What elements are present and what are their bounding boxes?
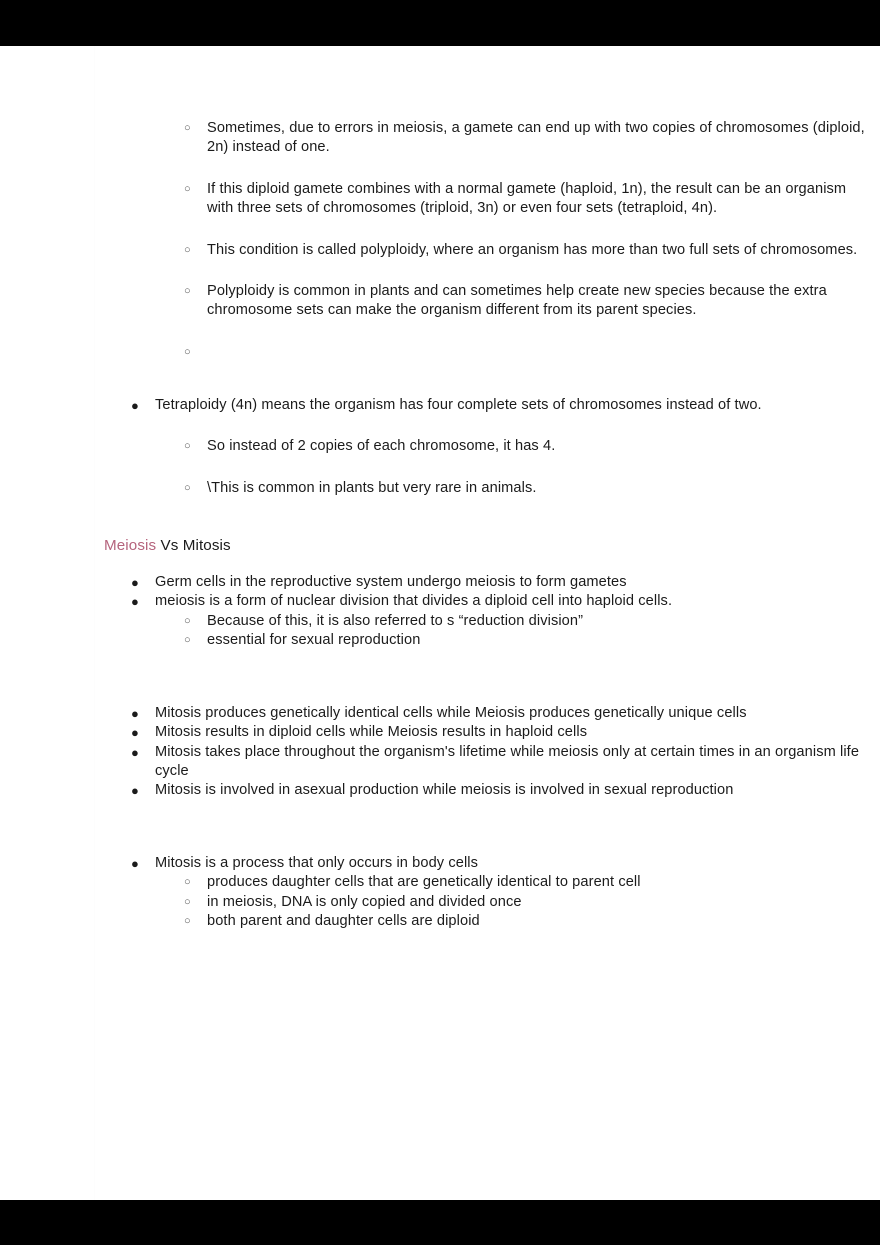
list-item: [95, 873, 880, 892]
list-item-text: meiosis is a form of nuclear division that divides a diploid cell into haploid cells.: [155, 593, 673, 610]
list-item: [95, 704, 880, 723]
section-mitosis-detail: [95, 854, 880, 932]
bullet-circle-icon: ○: [184, 345, 191, 358]
spacer: [95, 260, 880, 282]
spacer: [95, 415, 880, 437]
heading-rest: Vs Mitosis: [156, 537, 231, 555]
list-item: [95, 912, 880, 931]
list-item-text: Sometimes, due to errors in meiosis, a gamete can end up with two copies of chromosomes (diploid, 2n) instead of one.: [207, 120, 865, 156]
list-item: [95, 592, 880, 611]
bullet-circle-icon: ○: [184, 876, 191, 889]
bullet-dot-icon: ●: [131, 783, 139, 799]
bullet-dot-icon: ●: [131, 397, 139, 413]
list-item-text: Germ cells in the reproductive system undergo meiosis to form gametes: [155, 574, 627, 591]
page-subheading: [95, 536, 880, 556]
bullet-dot-icon: ●: [131, 725, 139, 741]
page-left-margin-edge: [0, 46, 95, 1200]
list-item: [95, 723, 880, 742]
list-item-text: Tetraploidy (4n) means the organism has four complete sets of chromosomes instead of two.: [155, 396, 762, 413]
list-item: [95, 893, 880, 912]
bullet-circle-icon: ○: [184, 285, 191, 298]
section-mitosis-vs-meiosis: [95, 704, 880, 801]
bullet-circle-icon: ○: [184, 914, 191, 927]
bullet-dot-icon: ●: [131, 855, 139, 871]
section-tetraploidy: [95, 396, 880, 498]
spacer: [95, 801, 880, 854]
bullet-dot-icon: ●: [131, 594, 139, 610]
section-meiosis-intro: [95, 573, 880, 651]
document-page: [0, 46, 880, 1200]
list-item-text: Mitosis results in diploid cells while Meiosis results in haploid cells: [155, 724, 588, 741]
list-item-text: Mitosis produces genetically identical cells while Meiosis produces genetically unique cells: [155, 704, 747, 721]
bullet-circle-icon: ○: [184, 440, 191, 453]
bullet-circle-icon: ○: [184, 481, 191, 494]
list-item: [95, 282, 880, 321]
bullet-dot-icon: ●: [131, 575, 139, 591]
list-item: [95, 781, 880, 800]
list-item: [95, 180, 880, 219]
list-item: [95, 573, 880, 592]
heading-accent-word: Meiosis: [104, 537, 157, 555]
list-item: [95, 437, 880, 456]
spacer: [95, 498, 880, 536]
list-item: [95, 612, 880, 631]
list-item-text: So instead of 2 copies of each chromosome, it has 4.: [207, 438, 556, 455]
list-item-text: both parent and daughter cells are diploid: [207, 912, 480, 929]
list-item-text: Polyploidy is common in plants and can sometimes help create new species because the extra chromosome sets can make the organism different from its parent species.: [207, 283, 827, 319]
list-item: [95, 479, 880, 498]
bullet-circle-icon: ○: [184, 614, 191, 627]
bullet-circle-icon: ○: [184, 182, 191, 195]
list-item-text: This condition is called polyploidy, where an organism has more than two full sets of chromosomes.: [207, 241, 858, 258]
list-item-text: produces daughter cells that are genetically identical to parent cell: [207, 874, 641, 891]
list-item: [95, 743, 880, 782]
bullet-dot-icon: ●: [131, 744, 139, 760]
bullet-circle-icon: ○: [184, 634, 191, 647]
list-item: [95, 854, 880, 873]
list-item-text: If this diploid gamete combines with a normal gamete (haploid, 1n), the result can be an organism with three sets of chromosomes (triploid, 3n) or even four sets (tetraploid, 4n).: [207, 180, 847, 217]
list-item: [95, 119, 880, 158]
list-item-text: Mitosis is a process that only occurs in body cells: [155, 854, 479, 871]
list-item: [95, 631, 880, 650]
spacer: [95, 219, 880, 241]
bullet-circle-icon: ○: [184, 122, 191, 134]
page-content: [95, 46, 880, 1200]
bullet-circle-icon: ○: [184, 243, 191, 256]
spacer: [95, 457, 880, 479]
list-item-text: Mitosis takes place throughout the organism's lifetime while meiosis only at certain times in an organism life cycle: [155, 743, 860, 779]
bullet-circle-icon: ○: [184, 895, 191, 908]
list-item: [95, 241, 880, 260]
list-item-text: Because of this, it is also referred to s “reduction division”: [207, 612, 584, 629]
spacer: [95, 651, 880, 704]
spacer: [95, 556, 880, 573]
letterbox-top: [0, 0, 880, 46]
letterbox-bottom: [0, 1200, 880, 1245]
list-item: [95, 396, 880, 415]
spacer: [95, 158, 880, 180]
spacer: [95, 343, 880, 396]
spacer: [95, 321, 880, 343]
list-item-text: in meiosis, DNA is only copied and divided once: [207, 893, 522, 910]
bullet-dot-icon: ●: [131, 705, 139, 721]
list-item-text: \This is common in plants but very rare in animals.: [207, 479, 537, 496]
list-item-text: Mitosis is involved in asexual production while meiosis is involved in sexual reproduction: [155, 782, 734, 799]
section-polyploidy: [95, 119, 880, 358]
list-item-text: essential for sexual reproduction: [207, 632, 421, 649]
